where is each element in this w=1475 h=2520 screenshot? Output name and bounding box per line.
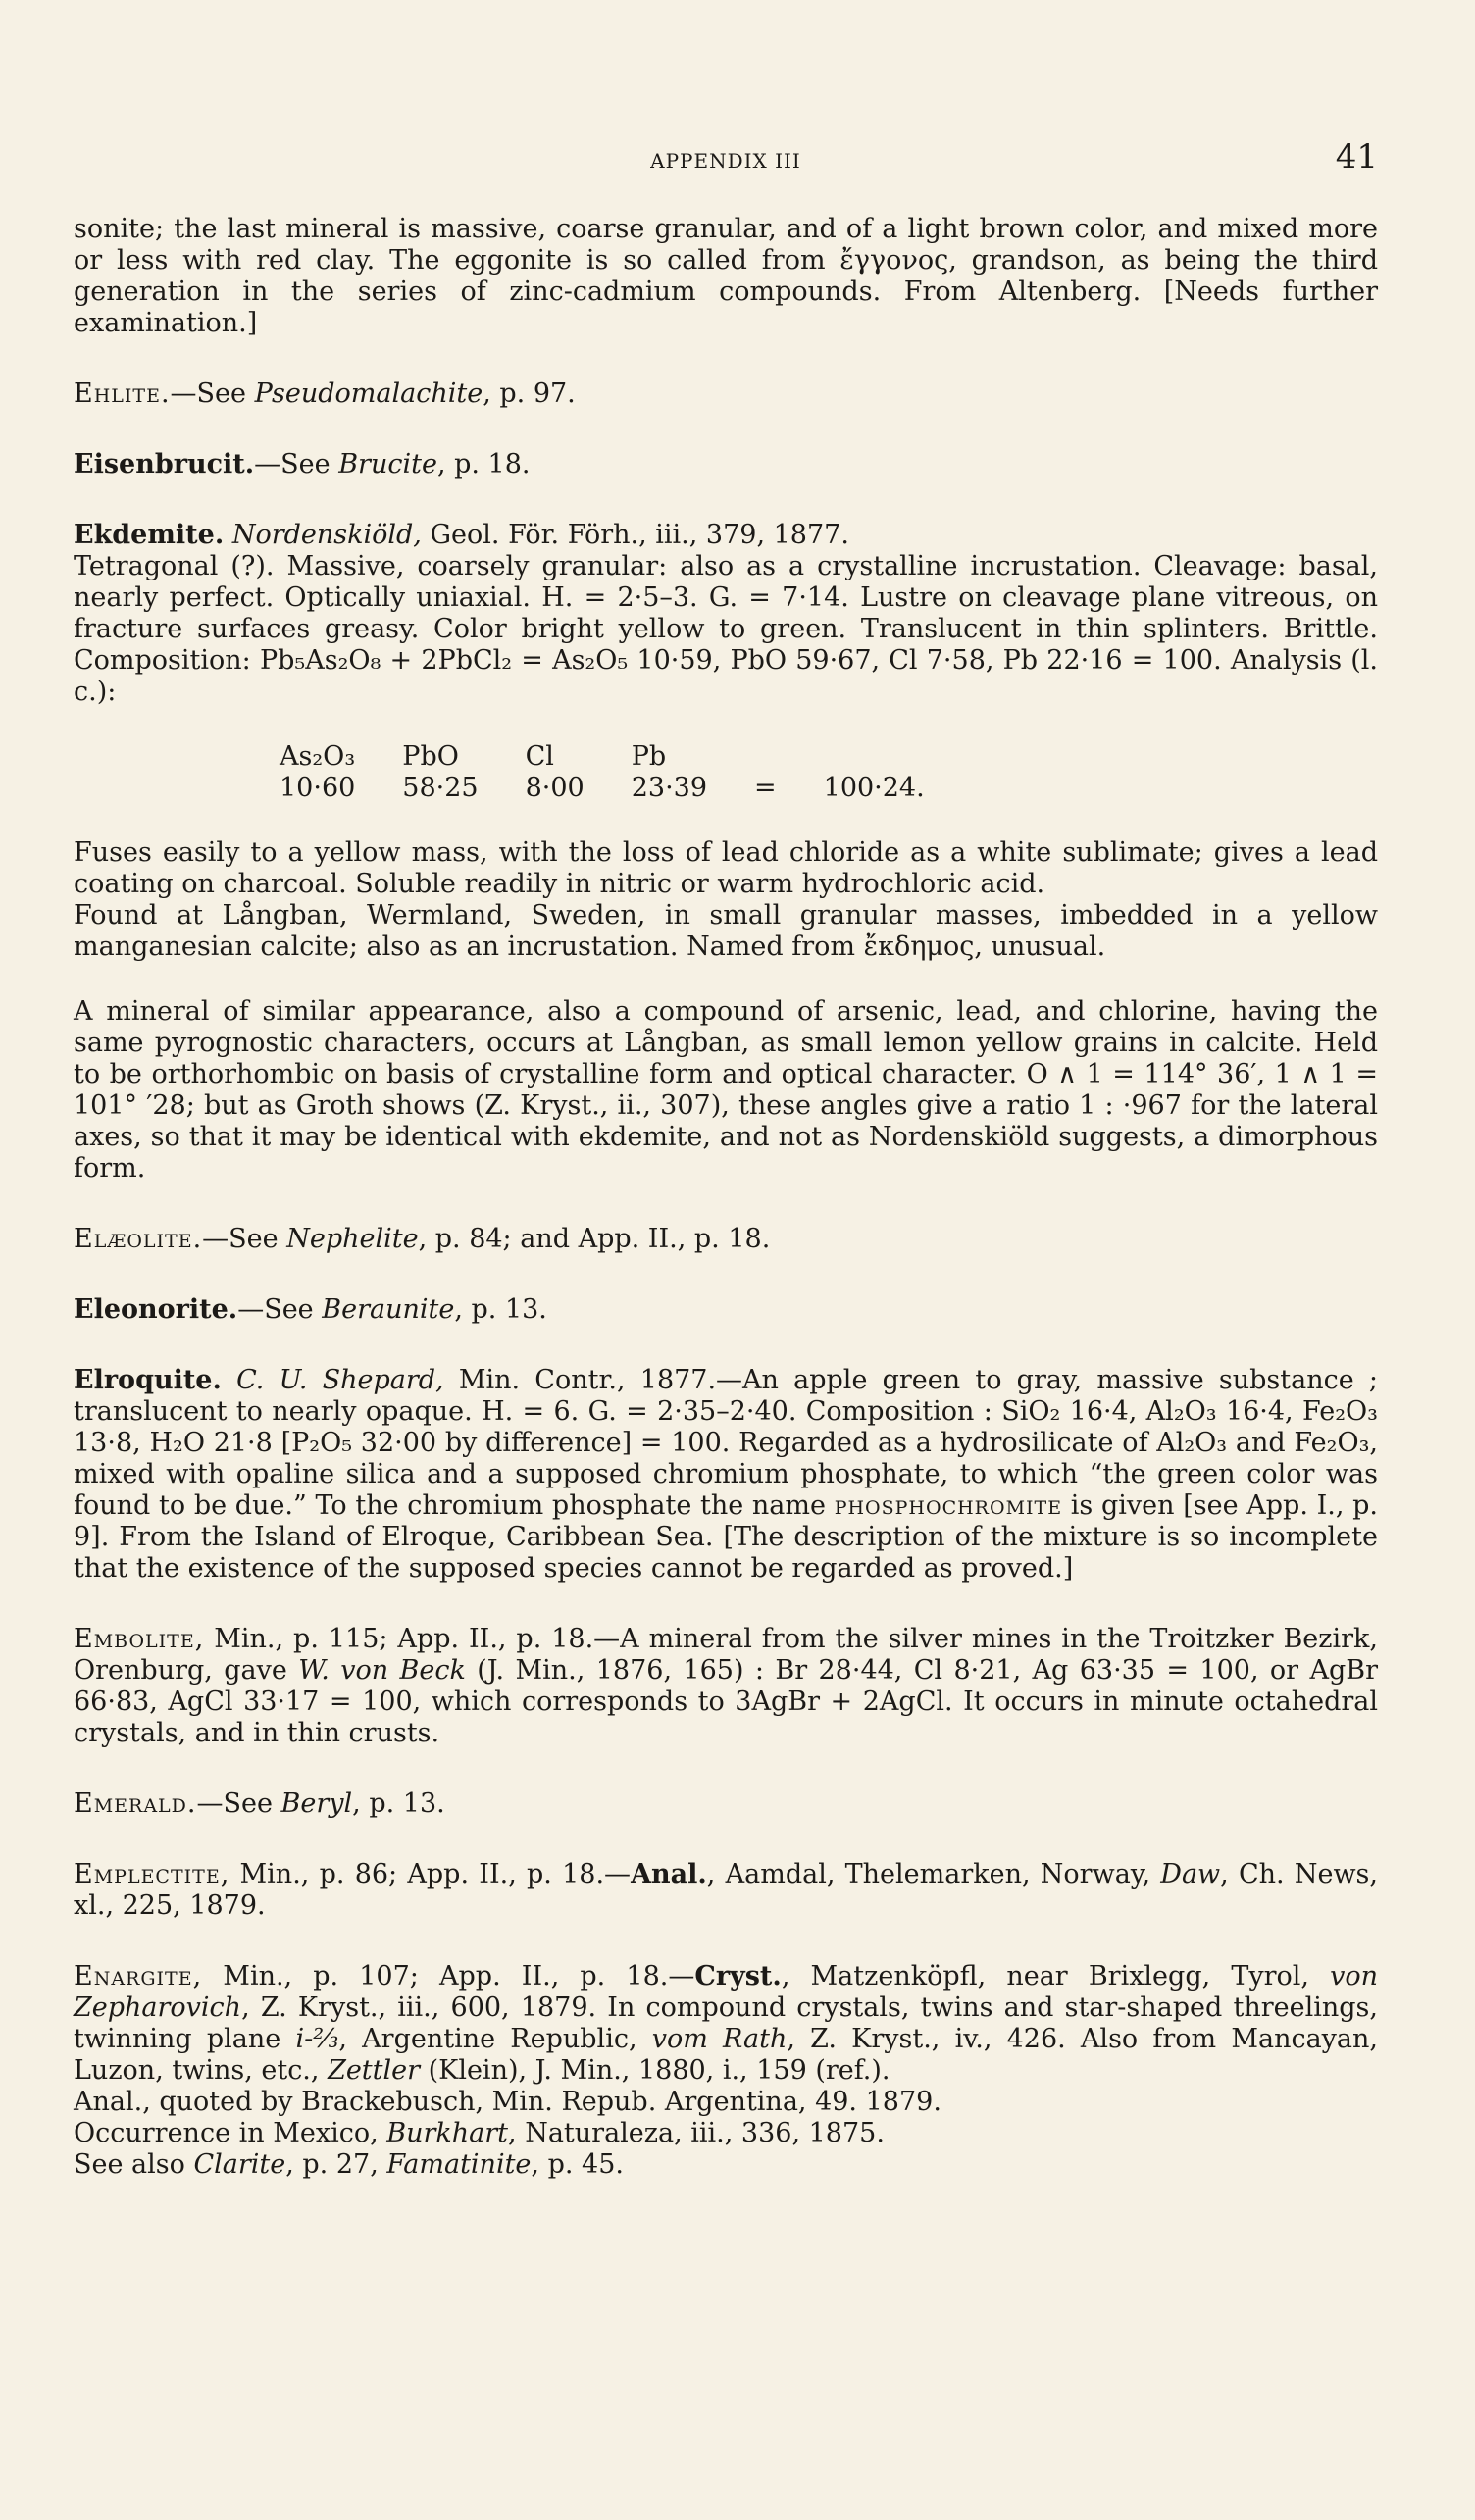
author: Burkhart [386,2118,509,2148]
intro-paragraph: sonite; the last mineral is massive, coarse granular, and of a light brown color, and mixed more or less with red clay. The eggonite is so called from ἔγγονος, grandson, as being the third generation in the series of zinc-cadmium compounds. From Altenberg. [Needs further examination.] [74,214,1378,338]
entry-name: Emplectite, [74,1859,230,1890]
cross-ref: Clarite [193,2149,286,2180]
entry-name: Elroquite. [74,1365,222,1395]
running-head: APPENDIX III [650,149,801,173]
enargite-analysis-line: Anal., quoted by Brackebusch, Min. Repub. Argentina, 49. 1879. [74,2087,941,2117]
entry-name: Emerald. [74,1789,197,1819]
entry-elaeolite: Elæolite.—See Nephelite, p. 84; and App. II., p. 18. [74,1224,771,1254]
entry-name: Elæolite. [74,1224,203,1254]
cross-ref: Beraunite [322,1294,455,1325]
cross-ref: Famatinite [386,2149,532,2180]
entry-enargite: Enargite, Min., p. 107; App. II., p. 18.—Cryst., Matzenköpfl, near Brixlegg, Tyrol, von Zepharovich, Z. Kryst., iii., 600, 1879. In compound crystals, twins and star-shaped threelings, twinning plane i-⅔, Argentine Republic, vom Rath, Z. Kryst., iv., 426. Also from Mancayan, Luzon, twins, etc., Zettler (Klein), J. Min., 1880, i., 159 (ref.). Anal., quoted by Brackebusch, Min. Repub. Argentina, 49. 1879. Occurrence in Mexico, Burkhart, Naturaleza, iii., 336, 1875. See also Clarite, p. 27, Famatinite, p. 45. [74,1961,1379,2180]
entry-ehlite: Ehlite.—See Pseudomalachite, p. 97. [74,378,576,409]
entry-ekdemite [74,520,1378,1184]
entry-embolite: Embolite, Min., p. 115; App. II., p. 18.—A mineral from the silver mines in the Troitzker Bezirk, Orenburg, gave W. von Beck (J. Min., 1876, 165) : Br 28·44, Cl 8·21, Ag 63·35 = 100, or AgBr 66·83, AgCl 33·17 = 100, which corresponds to 3AgBr + 2AgCl. It occurs in minute octahedral crystals, and in thin crusts. [74,1624,1379,1748]
author: Daw [1160,1859,1221,1890]
entry-name: Enargite, [74,1961,203,1991]
entry-name: Ehlite. [74,378,171,409]
cross-ref: Pseudomalachite [254,378,483,409]
cross-ref: Brucite [338,449,437,479]
page-header [74,137,1378,186]
entry-emplectite: Emplectite, Min., p. 86; App. II., p. 18.—Anal., Aamdal, Thelemarken, Norway, Daw, Ch. News, xl., 225, 1879. [74,1859,1378,1921]
author: vom Rath [651,2024,788,2054]
ekdemite-similar-mineral: A mineral of similar appearance, also a compound of arsenic, lead, and chlorine, having the same pyrognostic characters, occurs at Långban, as small lemon yellow grains in calcite. Held to be orthorhombic on basis of crystalline form and optical character. O ∧ 1 = 114° 36′, 1 ∧ 1 = 101° ′28; but as Groth shows (Z. Kryst., ii., 307), these angles give a ratio 1 : ·967 for the lateral axes, so that it may be identical with ekdemite, and not as Nordenskiöld suggests, a dimorphous form. [74,996,1378,1184]
entry-name: Eleonorite. [74,1294,238,1325]
ekdemite-fusion: Fuses easily to a yellow mass, with the loss of lead chloride as a white sublimate; gives a lead coating on charcoal. Soluble readily in nitric or warm hydrochloric acid. [74,837,1378,899]
cross-ref: Nephelite [286,1224,419,1254]
author: Zettler [328,2055,421,2086]
author: W. von Beck [298,1655,466,1686]
analysis-table [280,741,1378,804]
entry-eleonorite: Eleonorite.—See Beraunite, p. 13. [74,1294,547,1325]
analysis-value-row: 10·60 58·25 8·00 23·39 = 100·24. [280,773,925,803]
source: Geol. För. Förh., iii., 379, 1877. [421,520,849,550]
page-number: 41 [1335,137,1378,176]
enargite-occurrence-line: Occurrence in Mexico, Burkhart, Naturaleza, iii., 336, 1875. [74,2118,885,2148]
cross-ref: Beryl [280,1789,353,1819]
entry-name: Eisenbrucit. [74,449,255,479]
ekdemite-description: Tetragonal (?). Massive, coarsely granular: also as a crystalline incrustation. Cleavage: basal, nearly perfect. Optically uniaxial. H. = 2·5–3. G. = 7·14. Lustre on cleavage plane vitreous, on fracture surfaces greasy. Color bright yellow to green. Translucent in thin splinters. Brittle. Composition: Pb₅As₂O₈ + 2PbCl₂ = As₂O₅ 10·59, PbO 59·67, Cl 7·58, Pb 22·16 = 100. Analysis (l. c.): [74,551,1378,707]
entry-name: Ekdemite. [74,520,225,550]
author: von Zepharovich [74,1961,1378,2023]
phosphochromite-name: phosphochromite [834,1490,1063,1521]
page-body [74,214,1378,2181]
entry-eisenbrucit: Eisenbrucit.—See Brucite, p. 18. [74,449,531,479]
enargite-see-also-line: See also Clarite, p. 27, Famatinite, p. 45. [74,2149,624,2180]
entry-elroquite: Elroquite. C. U. Shepard, Min. Contr., 1877.—An apple green to gray, massive substance ; translucent to nearly opaque. H. = 6. G. = 2·35–2·40. Composition : SiO₂ 16·4, Al₂O₃ 16·4, Fe₂O₃ 13·8, H₂O 21·8 [P₂O₅ 32·00 by difference] = 100. Regarded as a hydrosilicate of Al₂O₃ and Fe₂O₃, mixed with opaline silica and a supposed chromium phosphate, to which “the green color was found to be due.” To the chromium phosphate the name phosphochromite is given [see App. I., p. 9]. From the Island of Elroque, Caribbean Sea. [The description of the mixture is so incomplete that the existence of the supposed species cannot be regarded as proved.] [74,1365,1379,1584]
entry-name: Embolite, [74,1624,205,1654]
author: C. U. Shepard, [236,1365,444,1395]
ekdemite-locality: Found at Långban, Wermland, Sweden, in small granular masses, imbedded in a yellow manganesian calcite; also as an incrustation. Named from ἔκδημος, unusual. [74,900,1378,962]
author: Nordenskiöld, [231,520,422,550]
analysis-header-row: As₂O₃ PbO Cl Pb [280,741,667,772]
entry-emerald: Emerald.—See Beryl, p. 13. [74,1789,445,1819]
